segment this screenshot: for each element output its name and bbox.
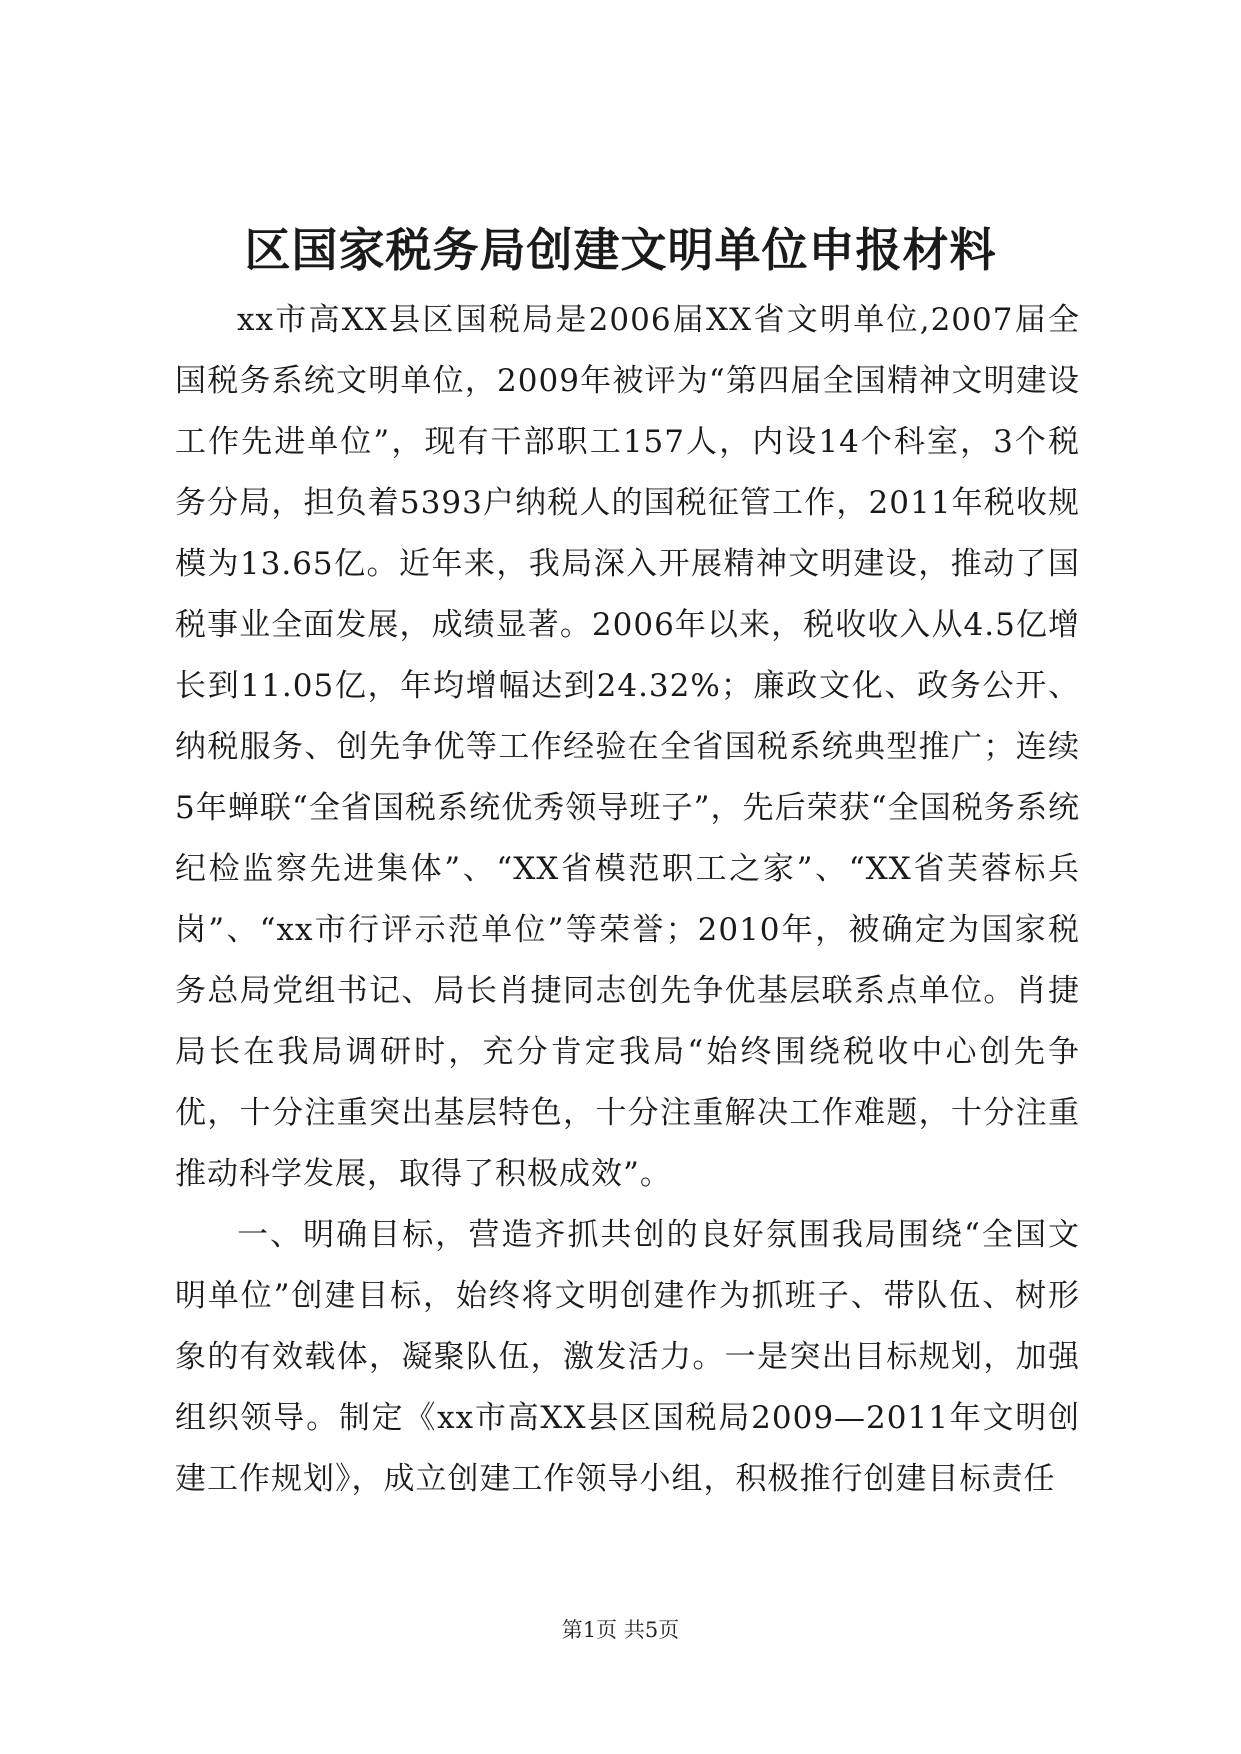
paragraph-intro: xx市高XX县区国税局是2006届XX省文明单位,2007届全国税务系统文明单位，2009年被评为“第四届全国精神文明建设工作先进单位”，现有干部职工157人，内设14个科室，3个税务分局，担负着5393户纳税人的国税征管工作，2011年税收规模为13.65亿。近年来，我局深入开展精神文明建设，推动了国税事业全面发展，成绩显著。2006年以来，税收收入从4.5亿增长到11.05亿，年均增幅达到24.32%；廉政文化、政务公开、纳税服务、创先争优等工作经验在全省国税系统典型推广；连续5年蝉联“全省国税系统优秀领导班子”，先后荣获“全国税务系统纪检监察先进集体”、“XX省模范职工之家”、“XX省芙蓉标兵岗”、“xx市行评示范单位”等荣誉；2010年，被确定为国家税务总局党组书记、局长肖捷同志创先争优基层联系点单位。肖捷局长在我局调研时，充分肯定我局“始终围绕税收中心创先争优，十分注重突出基层特色，十分注重解决工作难题，十分注重推动科学发展，取得了积极成效”。 bbox=[175, 302, 1080, 1192]
document-body bbox=[175, 290, 1080, 1510]
paragraph-section-one: 一、明确目标，营造齐抓共创的良好氛围我局围绕“全国文明单位”创建目标，始终将文明创建作为抓班子、带队伍、树形象的有效载体，凝聚队伍，激发活力。一是突出目标规划，加强组织领导。制定《xx市高XX县区国税局2009—2011年文明创建工作规划》，成立创建工作领导小组，积极推行创建目标责任 bbox=[175, 1217, 1080, 1497]
page-number-footer: 第1页 共5页 bbox=[561, 1618, 680, 1642]
document-title: 区国家税务局创建文明单位申报材料 bbox=[244, 223, 997, 277]
